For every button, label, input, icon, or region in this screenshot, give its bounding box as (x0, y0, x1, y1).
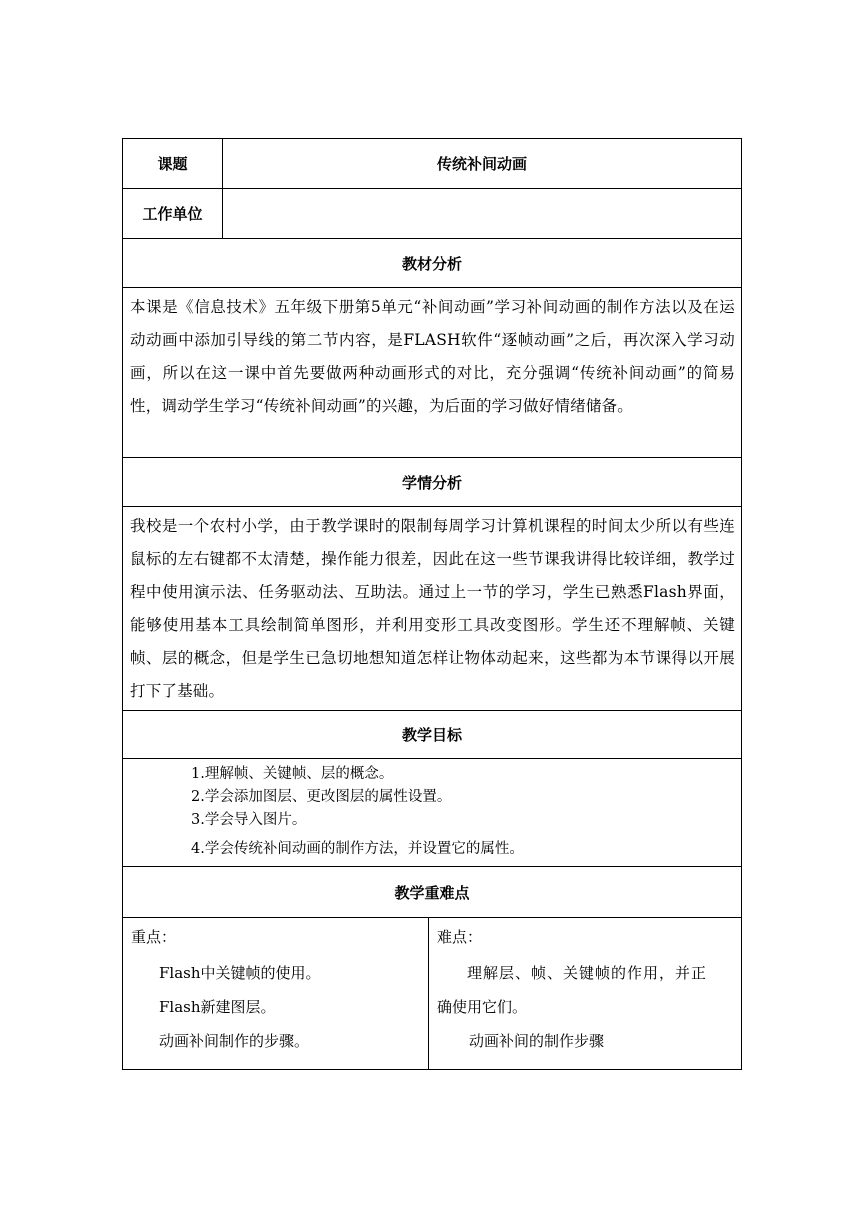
learner-body-row (123, 507, 742, 711)
focus-cell (123, 918, 429, 1070)
difficulty-line: 理解层、帧、关键帧的作用，并正 (467, 964, 708, 982)
goal-item: 3.学会导入图片。 (191, 812, 307, 828)
unit-value (223, 189, 742, 239)
goal-item: 4.学会传统补间动画的制作方法，并设置它的属性。 (191, 841, 524, 857)
goal-item: 2.学会添加图层、更改图层的属性设置。 (191, 789, 452, 805)
goals-body-row (123, 759, 742, 867)
difficulty-label: 难点： (437, 928, 483, 946)
keypoints-heading-row (123, 867, 742, 918)
material-body-row (123, 288, 742, 458)
focus-item: Flash中关键帧的使用。 (159, 964, 321, 982)
difficulty-line: 动画补间的制作步骤 (469, 1032, 605, 1050)
material-analysis-text: 本课是《信息技术》五年级下册第5单元“补间动画”学习补间动画的制作方法以及在运动动画中添加引导线的第二节内容，是FLASH软件“逐帧动画”之后，再次深入学习动画，所以在这一课中首先要做两种动画形式的对比，充分强调“传统补间动画”的简易性，调动学生学习“传统补间动画”的兴趣，为后面的学习做好情绪储备。 (123, 288, 742, 458)
learner-heading-row (123, 458, 742, 507)
focus-item: 动画补间制作的步骤。 (159, 1032, 310, 1050)
goals-heading: 教学目标 (123, 711, 742, 759)
keypoints-body-row (123, 918, 742, 1070)
unit-label: 工作单位 (123, 189, 223, 239)
focus-label: 重点： (131, 928, 177, 946)
unit-row (123, 189, 742, 239)
topic-row (123, 139, 742, 189)
goal-item: 1.理解帧、关键帧、层的概念。 (191, 766, 394, 782)
difficulty-line: 确使用它们。 (437, 998, 528, 1016)
material-analysis-heading: 教材分析 (123, 239, 742, 288)
lesson-plan-table-wrapper (122, 138, 741, 1070)
keypoints-heading: 教学重难点 (123, 867, 742, 918)
topic-value: 传统补间动画 (223, 139, 742, 189)
material-heading-row (123, 239, 742, 288)
goals-list (123, 759, 742, 867)
goals-heading-row (123, 711, 742, 759)
learner-analysis-heading: 学情分析 (123, 458, 742, 507)
topic-label: 课题 (123, 139, 223, 189)
focus-item: Flash新建图层。 (159, 998, 276, 1016)
lesson-plan-table (122, 138, 742, 1070)
difficulty-cell (429, 918, 742, 1070)
learner-analysis-text: 我校是一个农村小学，由于教学课时的限制每周学习计算机课程的时间太少所以有些连鼠标的左右键都不太清楚，操作能力很差，因此在这一些节课我讲得比较详细，教学过程中使用演示法、任务驱动法、互助法。通过上一节的学习，学生已熟悉Flash界面，能够使用基本工具绘制简单图形，并利用变形工具改变图形。学生还不理解帧、关键帧、层的概念，但是学生已急切地想知道怎样让物体动起来，这些都为本节课得以开展打下了基础。 (123, 507, 742, 711)
